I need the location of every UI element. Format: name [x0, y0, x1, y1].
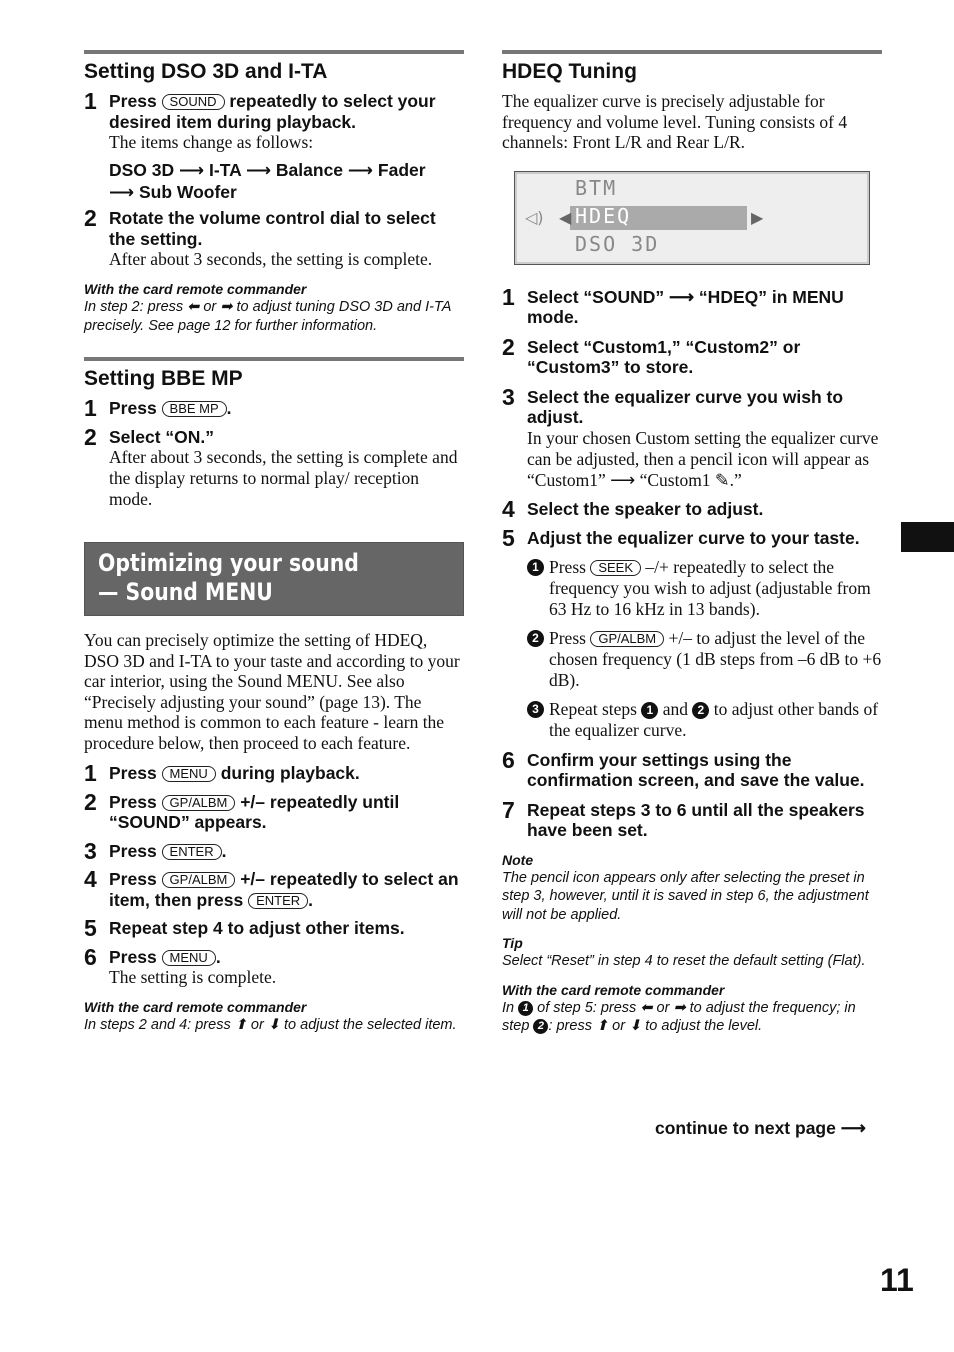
- text: Repeat steps: [549, 698, 642, 719]
- arrow-left-icon: ⬅: [640, 999, 653, 1016]
- step-item: [502, 525, 882, 741]
- text: .: [221, 840, 227, 861]
- step-number: 1: [84, 88, 97, 114]
- step-title: [109, 841, 464, 862]
- step-title: Repeat step 4 to adjust other items.: [109, 918, 405, 938]
- thumb-tab: [901, 522, 954, 552]
- note-body: The pencil icon appears only after selecting the preset in step 3, however, until it is saved in step 6, the adjustment will not be applied.: [502, 869, 869, 923]
- circled-number-icon: 2: [527, 630, 544, 647]
- step-number: 3: [502, 383, 515, 410]
- step-item: [84, 205, 464, 270]
- step-item: [84, 837, 464, 864]
- text: –/+ repeatedly to select the frequency you wish to adjust (adjustable from 63 Hz to 16 kHz in 13 bands).: [549, 556, 871, 619]
- lcd-row: BTM: [575, 175, 618, 200]
- gp-albm-key-icon: GP/ALBM: [162, 872, 236, 888]
- text: .: [226, 398, 232, 418]
- section-bbe-mp: [84, 357, 464, 510]
- step-title: Select “Custom1,” “Custom2” or “Custom3” to store.: [527, 336, 801, 377]
- text: to adjust other bands of the equalizer curve.: [549, 698, 879, 740]
- arrow-right-icon: ➡: [673, 999, 686, 1016]
- menu-key-icon: MENU: [162, 950, 216, 966]
- circled-number-icon: 1: [641, 702, 658, 719]
- section-heading: HDEQ Tuning: [502, 50, 882, 85]
- text: Press: [109, 791, 162, 812]
- seek-key-icon: SEEK: [590, 560, 641, 576]
- tip-body: Select “Reset” in step 4 to reset the default setting (Flat).: [502, 953, 866, 969]
- note-body: [84, 298, 464, 335]
- text: : press: [548, 1018, 596, 1034]
- seq-item: Sub Woofer: [138, 182, 237, 202]
- arrow-up-icon: ⬆: [595, 1018, 609, 1034]
- arrow-right-icon: ⟶: [179, 161, 205, 181]
- step-item: [84, 423, 464, 511]
- banner-subtitle: — Sound MENU: [98, 578, 273, 606]
- text: Press: [549, 556, 591, 577]
- enter-key-icon: ENTER: [248, 893, 308, 909]
- step-title: Select “SOUND” ⟶ “HDEQ” in MENU mode.: [527, 286, 844, 327]
- step-number: 1: [84, 395, 97, 421]
- text: of step 5: press: [533, 999, 641, 1016]
- text: .: [215, 946, 221, 967]
- item-sequence: [109, 160, 464, 204]
- gp-albm-key-icon: GP/ALBM: [162, 795, 236, 811]
- lcd-row: DSO 3D: [575, 231, 660, 256]
- seq-item: DSO 3D: [109, 160, 175, 180]
- text: or: [246, 1017, 268, 1033]
- text: to adjust the frequency; in step: [502, 999, 856, 1034]
- menu-steps: [84, 760, 464, 1035]
- step-number: 5: [84, 915, 97, 941]
- step-item: [502, 333, 882, 378]
- gp-albm-key-icon: GP/ALBM: [590, 631, 664, 647]
- note-title: With the card remote commander: [84, 281, 307, 297]
- step-number: 4: [84, 866, 97, 892]
- text: +/– repeatedly until “SOUND” appears.: [109, 791, 400, 832]
- step-item: [502, 796, 882, 841]
- sub-step: [527, 557, 882, 620]
- volume-icon: ◁): [525, 207, 544, 227]
- menu-key-icon: MENU: [162, 766, 216, 782]
- continue-link: continue to next page ⟶: [655, 1118, 866, 1138]
- step-body: After about 3 seconds, the setting is complete.: [109, 249, 433, 269]
- text: or: [652, 999, 674, 1016]
- step-number: 3: [84, 837, 97, 864]
- text: to adjust tuning DSO 3D and I-TA precisely. See page 12 for further information.: [84, 299, 451, 334]
- arrow-left-icon: ⬅: [187, 299, 200, 315]
- text: or: [608, 1018, 630, 1034]
- circled-number-icon: 2: [533, 1019, 548, 1034]
- step-number: 2: [84, 205, 97, 231]
- note-title: Note: [502, 851, 534, 868]
- circled-number-icon: 1: [527, 559, 544, 576]
- arrow-right-icon: ⟶: [347, 161, 374, 181]
- step-number: 6: [84, 943, 97, 970]
- text: Press: [109, 398, 162, 418]
- sub-step: [527, 699, 882, 741]
- step-body: After about 3 seconds, the setting is complete and the display returns to normal play/ reception mode.: [109, 447, 458, 509]
- arrow-right-icon: ▶: [751, 207, 764, 227]
- remote-note-body: [502, 999, 882, 1036]
- text: or: [199, 299, 221, 315]
- arrow-right-icon: ➡: [220, 299, 233, 315]
- section-heading: Setting DSO 3D and I-TA: [84, 50, 464, 85]
- arrow-down-icon: ⬇: [267, 1017, 280, 1033]
- step-title: [109, 763, 464, 784]
- text: Press: [549, 627, 591, 648]
- text: Press: [109, 840, 162, 861]
- step-number: 7: [502, 796, 515, 823]
- text: during playback.: [215, 763, 360, 783]
- step-number: 2: [84, 423, 97, 450]
- step-title: Repeat steps 3 to 6 until all the speakers have been set.: [527, 799, 865, 840]
- sound-key-icon: SOUND: [162, 94, 225, 110]
- step-title: Confirm your settings using the confirmation screen, and save the value.: [527, 749, 865, 790]
- text: .: [308, 889, 314, 910]
- note-body: [84, 1016, 464, 1035]
- step-item: [84, 760, 464, 786]
- step-title: [109, 398, 464, 419]
- step-title: Select the speaker to adjust.: [527, 498, 764, 519]
- circled-number-icon: 2: [692, 702, 709, 719]
- note-title: With the card remote commander: [84, 999, 307, 1015]
- intro-paragraph: You can precisely optimize the setting of HDEQ, DSO 3D and I-TA to your taste and according to your car interior, using the Sound MENU. See also “Precisely adjusting your sound” (page 13). The menu method is common to each feature - learn the procedure below, then proceed to each feature.: [84, 630, 460, 753]
- tip-title: Tip: [502, 935, 523, 951]
- lcd-row-selected: HDEQ: [575, 203, 632, 228]
- right-column: [502, 50, 882, 1036]
- seq-item: Balance: [275, 160, 344, 180]
- circled-number-icon: 1: [518, 1001, 533, 1016]
- step-title: [109, 91, 464, 132]
- step-number: 2: [502, 333, 515, 360]
- text: In step 2: press: [84, 299, 188, 315]
- step-item: [502, 283, 882, 328]
- step-number: 1: [84, 760, 97, 786]
- enter-key-icon: ENTER: [162, 844, 222, 860]
- step-title: [109, 869, 464, 910]
- step-number: 4: [502, 495, 515, 522]
- step-title: Select the equalizer curve you wish to adjust.: [527, 386, 844, 427]
- sub-step: [527, 628, 882, 691]
- text: Press: [109, 946, 162, 967]
- step-item: [84, 943, 464, 989]
- banner-title: Optimizing your sound: [98, 549, 359, 577]
- step-body: The items change as follows:: [109, 132, 314, 152]
- step-title: Select “ON.”: [109, 426, 215, 447]
- step-number: 2: [84, 788, 97, 815]
- arrow-right-icon: ⟶: [109, 183, 135, 203]
- section-dso-3d: [84, 50, 464, 335]
- text: to adjust the level.: [641, 1018, 763, 1034]
- step-number: 5: [502, 525, 515, 551]
- step-item: [84, 788, 464, 833]
- text: +/– repeatedly to select an item, then press: [109, 869, 459, 910]
- step-item: [84, 915, 464, 941]
- arrow-right-icon: ⟶: [245, 161, 272, 181]
- step-number: 6: [502, 746, 515, 773]
- text: Press: [109, 763, 162, 783]
- step-item: [502, 746, 882, 791]
- remote-note-title: With the card remote commander: [502, 981, 725, 998]
- step-body: The setting is complete.: [109, 967, 277, 987]
- step-item: [502, 383, 882, 491]
- bbe-mp-key-icon: BBE MP: [162, 401, 227, 417]
- section-heading: Setting BBE MP: [84, 357, 464, 392]
- text: to adjust the selected item.: [280, 1017, 457, 1033]
- page-number: 11: [880, 1262, 914, 1298]
- arrow-left-icon: ◀: [559, 207, 572, 227]
- text: In steps 2 and 4: press: [84, 1017, 235, 1033]
- text: Press: [109, 869, 162, 889]
- step-item: [84, 866, 464, 910]
- text: +/– to adjust the level of the chosen frequency (1 dB steps from –6 dB to +6 dB).: [549, 627, 882, 690]
- step-item: [84, 395, 464, 421]
- lcd-display: [514, 171, 870, 265]
- text: repeatedly to select your desired item during playback.: [109, 91, 436, 132]
- arrow-down-icon: ⬇: [629, 1018, 642, 1034]
- step-item: [84, 88, 464, 204]
- step-body: In your chosen Custom setting the equalizer curve can be adjusted, then a pencil icon will appear as “Custom1” ⟶ “Custom1 ✎.”: [527, 427, 879, 490]
- text: In: [502, 999, 519, 1016]
- left-column: [84, 50, 464, 1035]
- circled-number-icon: 3: [527, 701, 544, 718]
- hdeq-intro: The equalizer curve is precisely adjustable for frequency and volume level. Tuning consists of 4 channels: Front L/R and Rear L/R.: [502, 91, 848, 152]
- step-title: [109, 947, 464, 968]
- step-title: Rotate the volume control dial to select the setting.: [109, 208, 436, 249]
- seq-item: I-TA: [209, 160, 242, 180]
- step-item: [502, 495, 882, 522]
- arrow-up-icon: ⬆: [234, 1017, 247, 1033]
- text: Press: [109, 91, 162, 111]
- step-number: 1: [502, 283, 515, 310]
- text: and: [658, 698, 693, 719]
- seq-item: Fader: [377, 160, 426, 180]
- step-title: [109, 792, 464, 833]
- sound-menu-banner: [84, 542, 464, 616]
- step-title: Adjust the equalizer curve to your taste.: [527, 528, 860, 548]
